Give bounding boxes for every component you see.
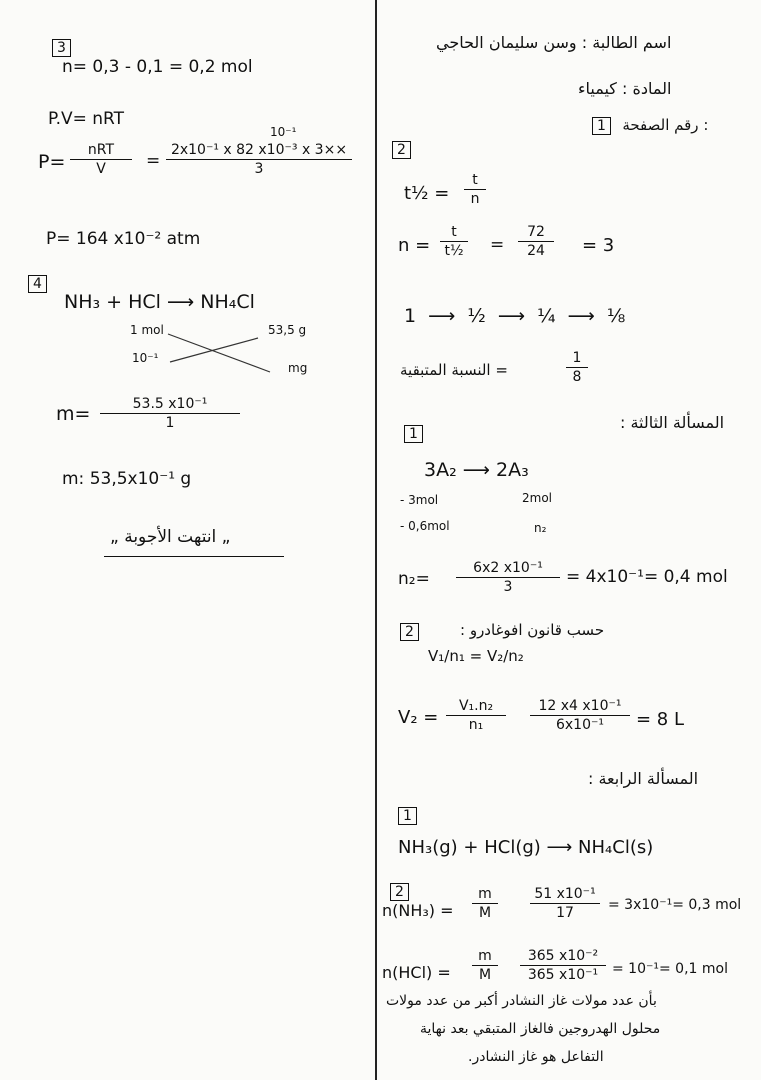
s4-conclusion-line-1: بأن عدد مولات غاز النشادر أكبر من عدد مولات bbox=[386, 993, 657, 1009]
question-4-label: 4 bbox=[28, 274, 47, 293]
q4-reaction: NH₃ + HCl ⟶ NH₄Cl bbox=[64, 291, 255, 313]
n-eq: = bbox=[490, 235, 505, 255]
end-of-answers-note: „ انتهت الأجوبة „ bbox=[110, 527, 231, 547]
q3-pressure-eq: = bbox=[146, 151, 161, 171]
s3-n2-result: = 4x10⁻¹= 0,4 mol bbox=[566, 567, 728, 587]
s3-n2-lhs: n₂= bbox=[398, 569, 430, 589]
s3-row2-left: - 0,6mol bbox=[400, 519, 450, 533]
s3-row2-right: n₂ bbox=[534, 521, 547, 535]
half-life-num: t bbox=[464, 172, 486, 190]
q3-pressure-den: V bbox=[96, 161, 106, 177]
s3-v2-den: n₁ bbox=[468, 717, 484, 733]
n-fraction-2 bbox=[518, 224, 554, 259]
s4-n-nh3-den-2: 17 bbox=[556, 905, 574, 921]
remaining-fraction bbox=[566, 350, 588, 385]
q3-pressure-sub-den: 3 bbox=[254, 161, 264, 177]
s3-v2-sub-den: 6x10⁻¹ bbox=[555, 717, 604, 733]
s3-n2-den: 3 bbox=[503, 579, 513, 595]
s4-n-hcl-lhs: n(HCl) = bbox=[382, 963, 451, 982]
s3-n2-num: 6x2 x10⁻¹ bbox=[456, 560, 560, 578]
q3-gas-law: P.V= nRT bbox=[48, 109, 125, 129]
half-life-fraction bbox=[464, 172, 486, 207]
remaining-num: 1 bbox=[566, 350, 588, 368]
s4-n-nh3-num-2: 51 x10⁻¹ bbox=[530, 886, 600, 904]
n-den-1: t½ bbox=[444, 243, 464, 259]
s4-reaction: NH₃(g) + HCl(g) ⟶ NH₄Cl(s) bbox=[398, 837, 654, 858]
page-number: 1 bbox=[592, 117, 611, 135]
s4-n-hcl-result: = 10⁻¹= 0,1 mol bbox=[612, 961, 728, 977]
q4-given: 10⁻¹ bbox=[132, 351, 159, 365]
s3-v2-substitution bbox=[530, 698, 630, 733]
page-number-row bbox=[592, 116, 708, 135]
n-num-2: 72 bbox=[518, 224, 554, 242]
s4-question-2-label: 2 bbox=[390, 882, 409, 901]
s3-question-2-label: 2 bbox=[400, 622, 419, 641]
s4-n-nh3-den-1: M bbox=[478, 905, 492, 921]
remaining-fraction-label: = النسبة المتبقية bbox=[400, 361, 508, 379]
s4-conclusion-line-2: محلول الهدروجين فالغاز المتبقي بعد نهاية bbox=[420, 1021, 661, 1037]
s3-v2-sub-num: 12 x4 x10⁻¹ bbox=[530, 698, 630, 716]
question-3-label: 3 bbox=[52, 38, 71, 57]
subject: المادة : كيمياء bbox=[578, 79, 672, 98]
half-life-lhs: t½ = bbox=[404, 183, 450, 204]
end-note-underline bbox=[104, 556, 284, 557]
s2-question-2-label: 2 bbox=[392, 140, 411, 159]
s3-n2-fraction bbox=[456, 560, 560, 595]
n-num-1: t bbox=[440, 224, 468, 242]
s4-n-hcl-den-2: 365 x10⁻¹ bbox=[527, 967, 599, 983]
q4-mass-lhs: m= bbox=[56, 403, 91, 425]
q4-mass-result: m: 53,5x10⁻¹ g bbox=[62, 469, 192, 489]
s3-v2-result: = 8 L bbox=[636, 709, 685, 730]
q4-mass-fraction bbox=[100, 396, 240, 431]
half-life-den: n bbox=[470, 191, 480, 207]
q4-molar-mass: 53,5 g bbox=[268, 323, 307, 337]
s4-n-nh3-lhs: n(NH₃) = bbox=[382, 901, 454, 920]
q4-mol: 1 mol bbox=[130, 323, 164, 337]
s3-v2-fraction bbox=[446, 698, 506, 733]
s3-v2-lhs: V₂ = bbox=[398, 707, 439, 728]
s3-row1-right: 2mol bbox=[522, 491, 552, 505]
s4-conclusion-line-3: التفاعل هو غاز النشادر. bbox=[468, 1049, 604, 1065]
s3-v2-num: V₁.n₂ bbox=[446, 698, 506, 716]
s4-n-nh3-fraction-1 bbox=[472, 886, 498, 921]
section-3-title: المسألة الثالثة : bbox=[620, 413, 725, 432]
s3-row1-left: - 3mol bbox=[400, 493, 439, 507]
s4-n-hcl-fraction-1 bbox=[472, 948, 498, 983]
section-4-title: المسألة الرابعة : bbox=[588, 769, 699, 788]
s4-n-nh3-result: = 3x10⁻¹= 0,3 mol bbox=[608, 897, 742, 913]
n-lhs: n = bbox=[398, 235, 431, 256]
q3-pressure-lhs: P= bbox=[38, 151, 66, 173]
q4-unknown: mg bbox=[288, 361, 308, 375]
decay-sequence: 1 ⟶ ½ ⟶ ¼ ⟶ ⅛ bbox=[404, 305, 629, 327]
page-number-label: رقم الصفحة : bbox=[622, 116, 709, 134]
s4-n-hcl-num-1: m bbox=[472, 948, 498, 966]
n-den-2: 24 bbox=[527, 243, 545, 259]
q3-pressure-sub-num: 2x10⁻¹ x 82 x10⁻³ x 3×× bbox=[166, 142, 352, 160]
q4-mass-num: 53.5 x10⁻¹ bbox=[100, 396, 240, 414]
s4-question-1-label: 1 bbox=[398, 806, 417, 825]
s4-n-nh3-num-1: m bbox=[472, 886, 498, 904]
s3-question-1-label: 1 bbox=[404, 424, 423, 443]
s4-n-nh3-fraction-2 bbox=[530, 886, 600, 921]
q4-mass-den: 1 bbox=[165, 415, 175, 431]
s4-n-hcl-fraction-2 bbox=[520, 948, 606, 983]
s3-reaction: 3A₂ ⟶ 2A₃ bbox=[424, 459, 529, 481]
remaining-den: 8 bbox=[572, 369, 582, 385]
q3-pressure-mark: 10⁻¹ bbox=[270, 125, 297, 139]
n-fraction-1 bbox=[440, 224, 468, 259]
student-name: اسم الطالبة : وسن سليمان الحاجي bbox=[436, 33, 672, 52]
s3-volume-ratio: V₁/n₁ = V₂/n₂ bbox=[428, 647, 524, 665]
n-result: = 3 bbox=[582, 235, 615, 256]
s3-avogadro-note: حسب قانون افوغادرو : bbox=[460, 621, 605, 639]
q3-pressure-result: P= 164 x10⁻² atm bbox=[46, 229, 201, 249]
q3-moles-calc: n= 0,3 - 0,1 = 0,2 mol bbox=[62, 57, 253, 77]
q3-pressure-num: nRT bbox=[70, 142, 132, 160]
s4-n-hcl-den-1: M bbox=[478, 967, 492, 983]
s4-n-hcl-num-2: 365 x10⁻² bbox=[520, 948, 606, 966]
